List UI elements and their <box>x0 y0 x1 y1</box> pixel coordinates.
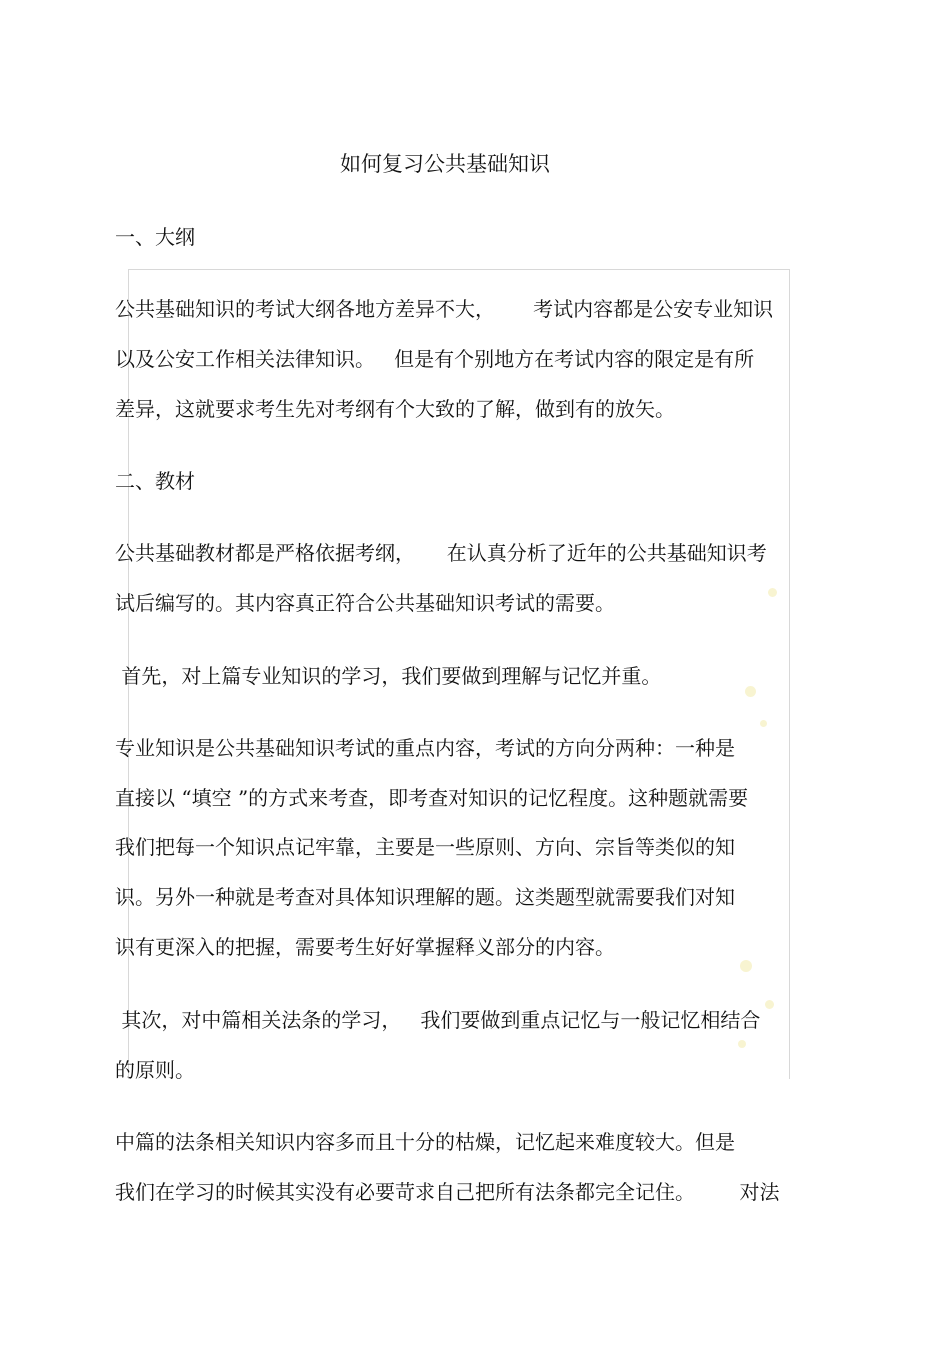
decorative-speckle <box>765 1000 774 1009</box>
paragraph-line: 的原则。 <box>115 1058 195 1082</box>
decorative-speckle <box>768 588 777 597</box>
paragraph-line: 我们在学习的时候其实没有必要苛求自己把所有法条都完全记住。 对法 <box>115 1180 780 1204</box>
paragraph-line: 我们把每一个知识点记牢靠，主要是一些原则、方向、宗旨等类似的知 <box>115 835 735 859</box>
decorative-speckle <box>745 686 756 697</box>
section-heading-outline: 一、大纲 <box>115 225 195 249</box>
paragraph-line: 其次，对中篇相关法条的学习， 我们要做到重点记忆与一般记忆相结合 <box>115 1008 761 1032</box>
paragraph-line: 识。另外一种就是考查对具体知识理解的题。这类题型就需要我们对知 <box>115 885 735 909</box>
decorative-speckle <box>740 960 752 972</box>
paragraph-line: 公共基础教材都是严格依据考纲， 在认真分析了近年的公共基础知识考 <box>115 541 767 565</box>
paragraph-line: 中篇的法条相关知识内容多而且十分的枯燥，记忆起来难度较大。但是 <box>115 1130 735 1154</box>
paragraph-line: 专业知识是公共基础知识考试的重点内容，考试的方向分两种：一种是 <box>115 736 735 760</box>
paragraph-line: 直接以 “填空 ”的方式来考查，即考查对知识的记忆程度。这种题就需要 <box>115 786 749 810</box>
paragraph-line: 识有更深入的把握，需要考生好好掌握释义部分的内容。 <box>115 935 615 959</box>
decorative-speckle <box>760 720 767 727</box>
section-heading-textbook: 二、教材 <box>115 469 195 493</box>
document-title: 如何复习公共基础知识 <box>340 152 550 176</box>
paragraph-line: 以及公安工作相关法律知识。 但是有个别地方在考试内容的限定是有所 <box>115 347 755 371</box>
paragraph-line: 差异，这就要求考生先对考纲有个大致的了解，做到有的放矢。 <box>115 397 675 421</box>
paragraph-line: 试后编写的。其内容真正符合公共基础知识考试的需要。 <box>115 591 615 615</box>
paragraph-line: 首先，对上篇专业知识的学习，我们要做到理解与记忆并重。 <box>115 664 662 688</box>
paragraph-line: 公共基础知识的考试大纲各地方差异不大， 考试内容都是公安专业知识 <box>115 297 774 321</box>
decorative-speckle <box>738 1040 746 1048</box>
